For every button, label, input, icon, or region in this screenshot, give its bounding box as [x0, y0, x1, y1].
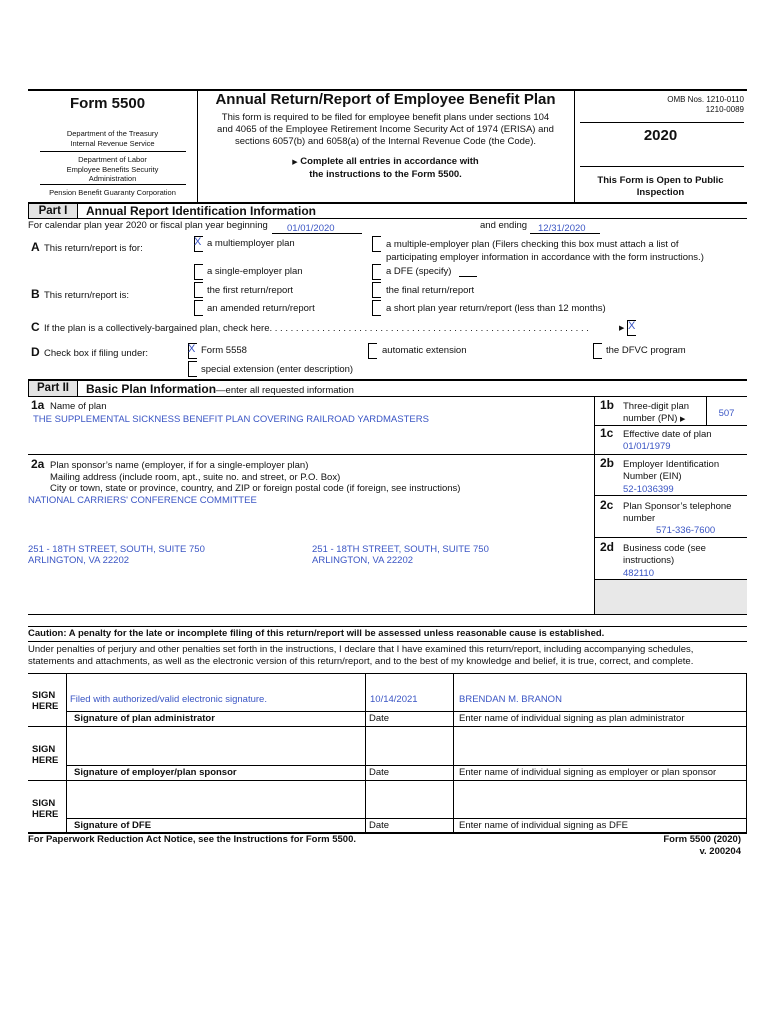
short-year-checkbox[interactable]: [372, 300, 381, 316]
amended-return-label: an amended return/report: [207, 303, 315, 314]
line-2d-label2: instructions): [623, 555, 675, 566]
line-d-letter: D: [31, 345, 40, 359]
amended-return-checkbox[interactable]: [194, 300, 203, 316]
line-2a-label1: Plan sponsor’s name (employer, if for a single-employer plan): [50, 460, 309, 471]
plan-number[interactable]: 507: [718, 408, 735, 419]
irs: Internal Revenue Service: [70, 139, 155, 148]
here-label: HERE: [32, 701, 59, 712]
line-2a-label2: Mailing address (include room, apt., suite no. and street, or P.O. Box): [50, 471, 341, 483]
public-line1: This Form is Open to Public: [597, 175, 724, 186]
part1-label: Part I: [28, 203, 78, 219]
line-2b-label: [623, 459, 719, 483]
here-label: HERE: [32, 809, 59, 820]
part1-title: Annual Report Identification Information: [86, 204, 316, 218]
line-1c-label: Effective date of plan: [623, 429, 712, 440]
pbgc: Pension Benefit Guaranty Corporation: [49, 188, 176, 197]
caution-text: Caution: A penalty for the late or incomplete filing of this return/report will be assessed unless reasonable cause is established.: [28, 628, 605, 639]
arrow-right-icon: ▶: [619, 325, 625, 332]
short-year-label: a short plan year return/report (less than 12 months): [386, 303, 606, 314]
part2-subtitle: —enter all requested information: [216, 385, 354, 396]
plan-name[interactable]: THE SUPPLEMENTAL SICKNESS BENEFIT PLAN COVERING RAILROAD YARDMASTERS: [33, 414, 429, 425]
dfe-label: a DFE (specify): [386, 266, 452, 277]
multiemployer-label: a multiemployer plan: [207, 238, 295, 249]
arrow-right-icon: ▶: [292, 159, 298, 166]
ebsa-line1: Employee Benefits Security: [66, 164, 159, 174]
dfe-name-label: Enter name of individual signing as DFE: [459, 820, 628, 831]
admin-signature-label: Signature of plan administrator: [74, 713, 215, 724]
form-number: Form 5500: [70, 95, 146, 112]
line-2a-num: 2a: [31, 457, 45, 471]
plan-year-end[interactable]: 12/31/2020: [538, 223, 586, 234]
sign-label: SIGN: [32, 690, 56, 701]
sponsor-date-label: Date: [369, 767, 390, 778]
form-5558-label: Form 5558: [201, 345, 247, 356]
instructions-note: [197, 156, 574, 181]
here-label: HERE: [32, 755, 59, 766]
sponsor-address-2[interactable]: [312, 544, 489, 566]
dfe-date-label: Date: [369, 820, 390, 831]
part2-heading: [86, 382, 354, 396]
description-line3: sections 6057(b) and 6058(a) of the Internal Revenue Code (the Code).: [234, 136, 537, 147]
description-line1: This form is required to be filed for employee benefit plans under sections 104: [221, 112, 550, 123]
sign-label: SIGN: [32, 798, 56, 809]
address2-line1: 251 - 18TH STREET, SOUTH, SUITE 750: [312, 544, 489, 555]
instructions-line2: the instructions to the Form 5500.: [309, 169, 462, 180]
line-2b-label1: Employer Identification: [623, 459, 720, 470]
agency-block-treasury: [28, 129, 197, 149]
ending-label: and ending: [480, 220, 528, 231]
check-mark-icon: X: [628, 320, 636, 332]
dfe-signature-label: Signature of DFE: [74, 820, 152, 831]
first-return-label: the first return/report: [207, 285, 294, 296]
agency-block-labor: [28, 155, 197, 184]
admin-date-label: Date: [369, 713, 390, 724]
line-2c-num: 2c: [600, 498, 614, 512]
ein[interactable]: 52-1036399: [623, 484, 674, 495]
admin-sign-date[interactable]: 10/14/2021: [370, 694, 418, 705]
line-1c-num: 1c: [600, 426, 614, 440]
automatic-extension-checkbox[interactable]: [368, 343, 377, 359]
address1-line1: 251 - 18TH STREET, SOUTH, SUITE 750: [28, 544, 205, 555]
line-2c-label1: Plan Sponsor’s telephone: [623, 501, 732, 512]
omb-line2: 1210-0089: [705, 105, 744, 114]
line-1b-label1: Three-digit plan: [623, 401, 690, 412]
line-2c-label: [623, 501, 731, 525]
single-employer-label: a single-employer plan: [207, 266, 303, 277]
footer-form-ref: [560, 834, 741, 858]
line-2d-label: [623, 543, 706, 567]
address1-line2: ARLINGTON, VA 22202: [28, 555, 130, 566]
line-1a-num: 1a: [31, 398, 45, 412]
ebsa-line2: Administration: [88, 174, 137, 183]
automatic-extension-label: automatic extension: [382, 345, 467, 356]
sponsor-name[interactable]: NATIONAL CARRIERS' CONFERENCE COMMITTEE: [28, 495, 257, 506]
line-c-label: If the plan is a collectively-bargained plan, check here. . . . . . . . . . . . . . . . . . . . . . . . . . . . . . . . . . . . . . . . . . . . . . . . . . . . . . . . . . . . .: [44, 323, 589, 334]
line-b-letter: B: [31, 287, 40, 301]
line-1a-label: Name of plan: [50, 401, 107, 412]
admin-name[interactable]: BRENDAN M. BRANON: [459, 694, 562, 705]
admin-name-label: Enter name of individual signing as plan administrator: [459, 713, 685, 724]
final-return-label: the final return/report: [386, 285, 475, 296]
line-2a-label3: City or town, state or province, country, and ZIP or foreign postal code (if foreign, see instructions): [50, 483, 461, 494]
line-b-label: This return/report is:: [44, 290, 129, 301]
public-inspection: [574, 175, 747, 199]
line-2c-label2: number: [623, 513, 656, 524]
sign-label: SIGN: [32, 744, 56, 755]
sponsor-phone[interactable]: 571-336-7600: [656, 525, 716, 536]
dfe-checkbox[interactable]: [372, 264, 381, 280]
special-extension-checkbox[interactable]: [188, 361, 197, 377]
plan-year-begin[interactable]: 01/01/2020: [287, 223, 335, 234]
description-line2: and 4065 of the Employee Retirement Income Security Act of 1974 (ERISA) and: [217, 124, 554, 135]
form-description: [197, 112, 574, 148]
sponsor-address-1[interactable]: [28, 544, 205, 566]
shaded-area: [595, 580, 747, 614]
line-2d-label1: Business code (see: [623, 543, 706, 554]
dfe-signature-field[interactable]: [70, 783, 362, 817]
perjury-statement: [28, 644, 693, 668]
perjury-line2: statements and attachments, as well as the electronic version of this return/report, and to the best of my knowledge and belief, it is true, correct, and complete.: [28, 656, 694, 667]
dept-treasury: Department of the Treasury: [66, 129, 159, 138]
line-a-label: This return/report is for:: [44, 243, 143, 254]
omb-numbers: [580, 95, 744, 115]
check-mark-icon: X: [194, 236, 202, 248]
arrow-right-icon: ▶: [680, 416, 686, 423]
sign-here-3: [32, 798, 58, 820]
final-return-checkbox[interactable]: [372, 282, 381, 298]
form-ref: Form 5500 (2020): [663, 834, 741, 845]
line-1b-num: 1b: [600, 398, 615, 412]
dfvc-label: the DFVC program: [606, 345, 686, 356]
line-c-letter: C: [31, 320, 40, 334]
line-2b-label2: Number (EIN): [623, 471, 682, 482]
dept-labor: Department of Labor: [78, 155, 147, 164]
single-employer-checkbox[interactable]: [194, 264, 203, 280]
line-1b-label: [623, 401, 689, 426]
instructions-line1: Complete all entries in accordance with: [300, 156, 479, 167]
first-return-checkbox[interactable]: [194, 282, 203, 298]
electronic-signature[interactable]: Filed with authorized/valid electronic signature.: [70, 694, 267, 705]
multiple-employer-line2: participating employer information in accordance with the form instructions.): [386, 252, 704, 263]
line-d-label: Check box if filing under:: [44, 348, 149, 359]
omb-line1: OMB Nos. 1210-0110: [667, 95, 744, 104]
dfvc-checkbox[interactable]: [593, 343, 602, 359]
sign-here-2: [32, 744, 58, 766]
multiple-employer-label: [386, 238, 704, 264]
multiple-employer-line1: a multiple-employer plan (Filers checking this box must attach a list of: [386, 239, 679, 250]
line-2b-num: 2b: [600, 456, 615, 470]
line-a-letter: A: [31, 240, 40, 254]
business-code[interactable]: 482110: [623, 568, 654, 579]
paperwork-notice: For Paperwork Reduction Act Notice, see the Instructions for Form 5500.: [28, 834, 356, 845]
perjury-line1: Under penalties of perjury and other penalties set forth in the instructions, I declare that I have examined this return/report, including accompanying schedules,: [28, 644, 694, 655]
sponsor-signature-field[interactable]: [70, 729, 362, 764]
part2-title: Basic Plan Information: [86, 382, 217, 396]
sponsor-signature-label: Signature of employer/plan sponsor: [74, 767, 237, 778]
plan-year-text: For calendar plan year 2020 or fiscal plan year beginning: [28, 220, 268, 231]
multiple-employer-checkbox[interactable]: [372, 236, 381, 252]
line-1b-label2: number (PN): [623, 413, 678, 424]
tax-year: 2020: [643, 127, 678, 144]
sponsor-name-label: Enter name of individual signing as employer or plan sponsor: [459, 767, 717, 778]
public-line2: Inspection: [636, 187, 685, 198]
part2-label: Part II: [28, 380, 78, 397]
effective-date[interactable]: 01/01/1979: [623, 441, 671, 452]
line-2a-labels: [50, 460, 460, 495]
check-mark-icon: X: [188, 343, 196, 355]
sign-here-1: [32, 690, 58, 712]
special-extension-label: special extension (enter description): [201, 364, 354, 375]
form-version: v. 200204: [699, 846, 741, 857]
line-2d-num: 2d: [600, 540, 615, 554]
address2-line2: ARLINGTON, VA 22202: [312, 555, 414, 566]
form-title: Annual Return/Report of Employee Benefit Plan: [215, 91, 556, 108]
